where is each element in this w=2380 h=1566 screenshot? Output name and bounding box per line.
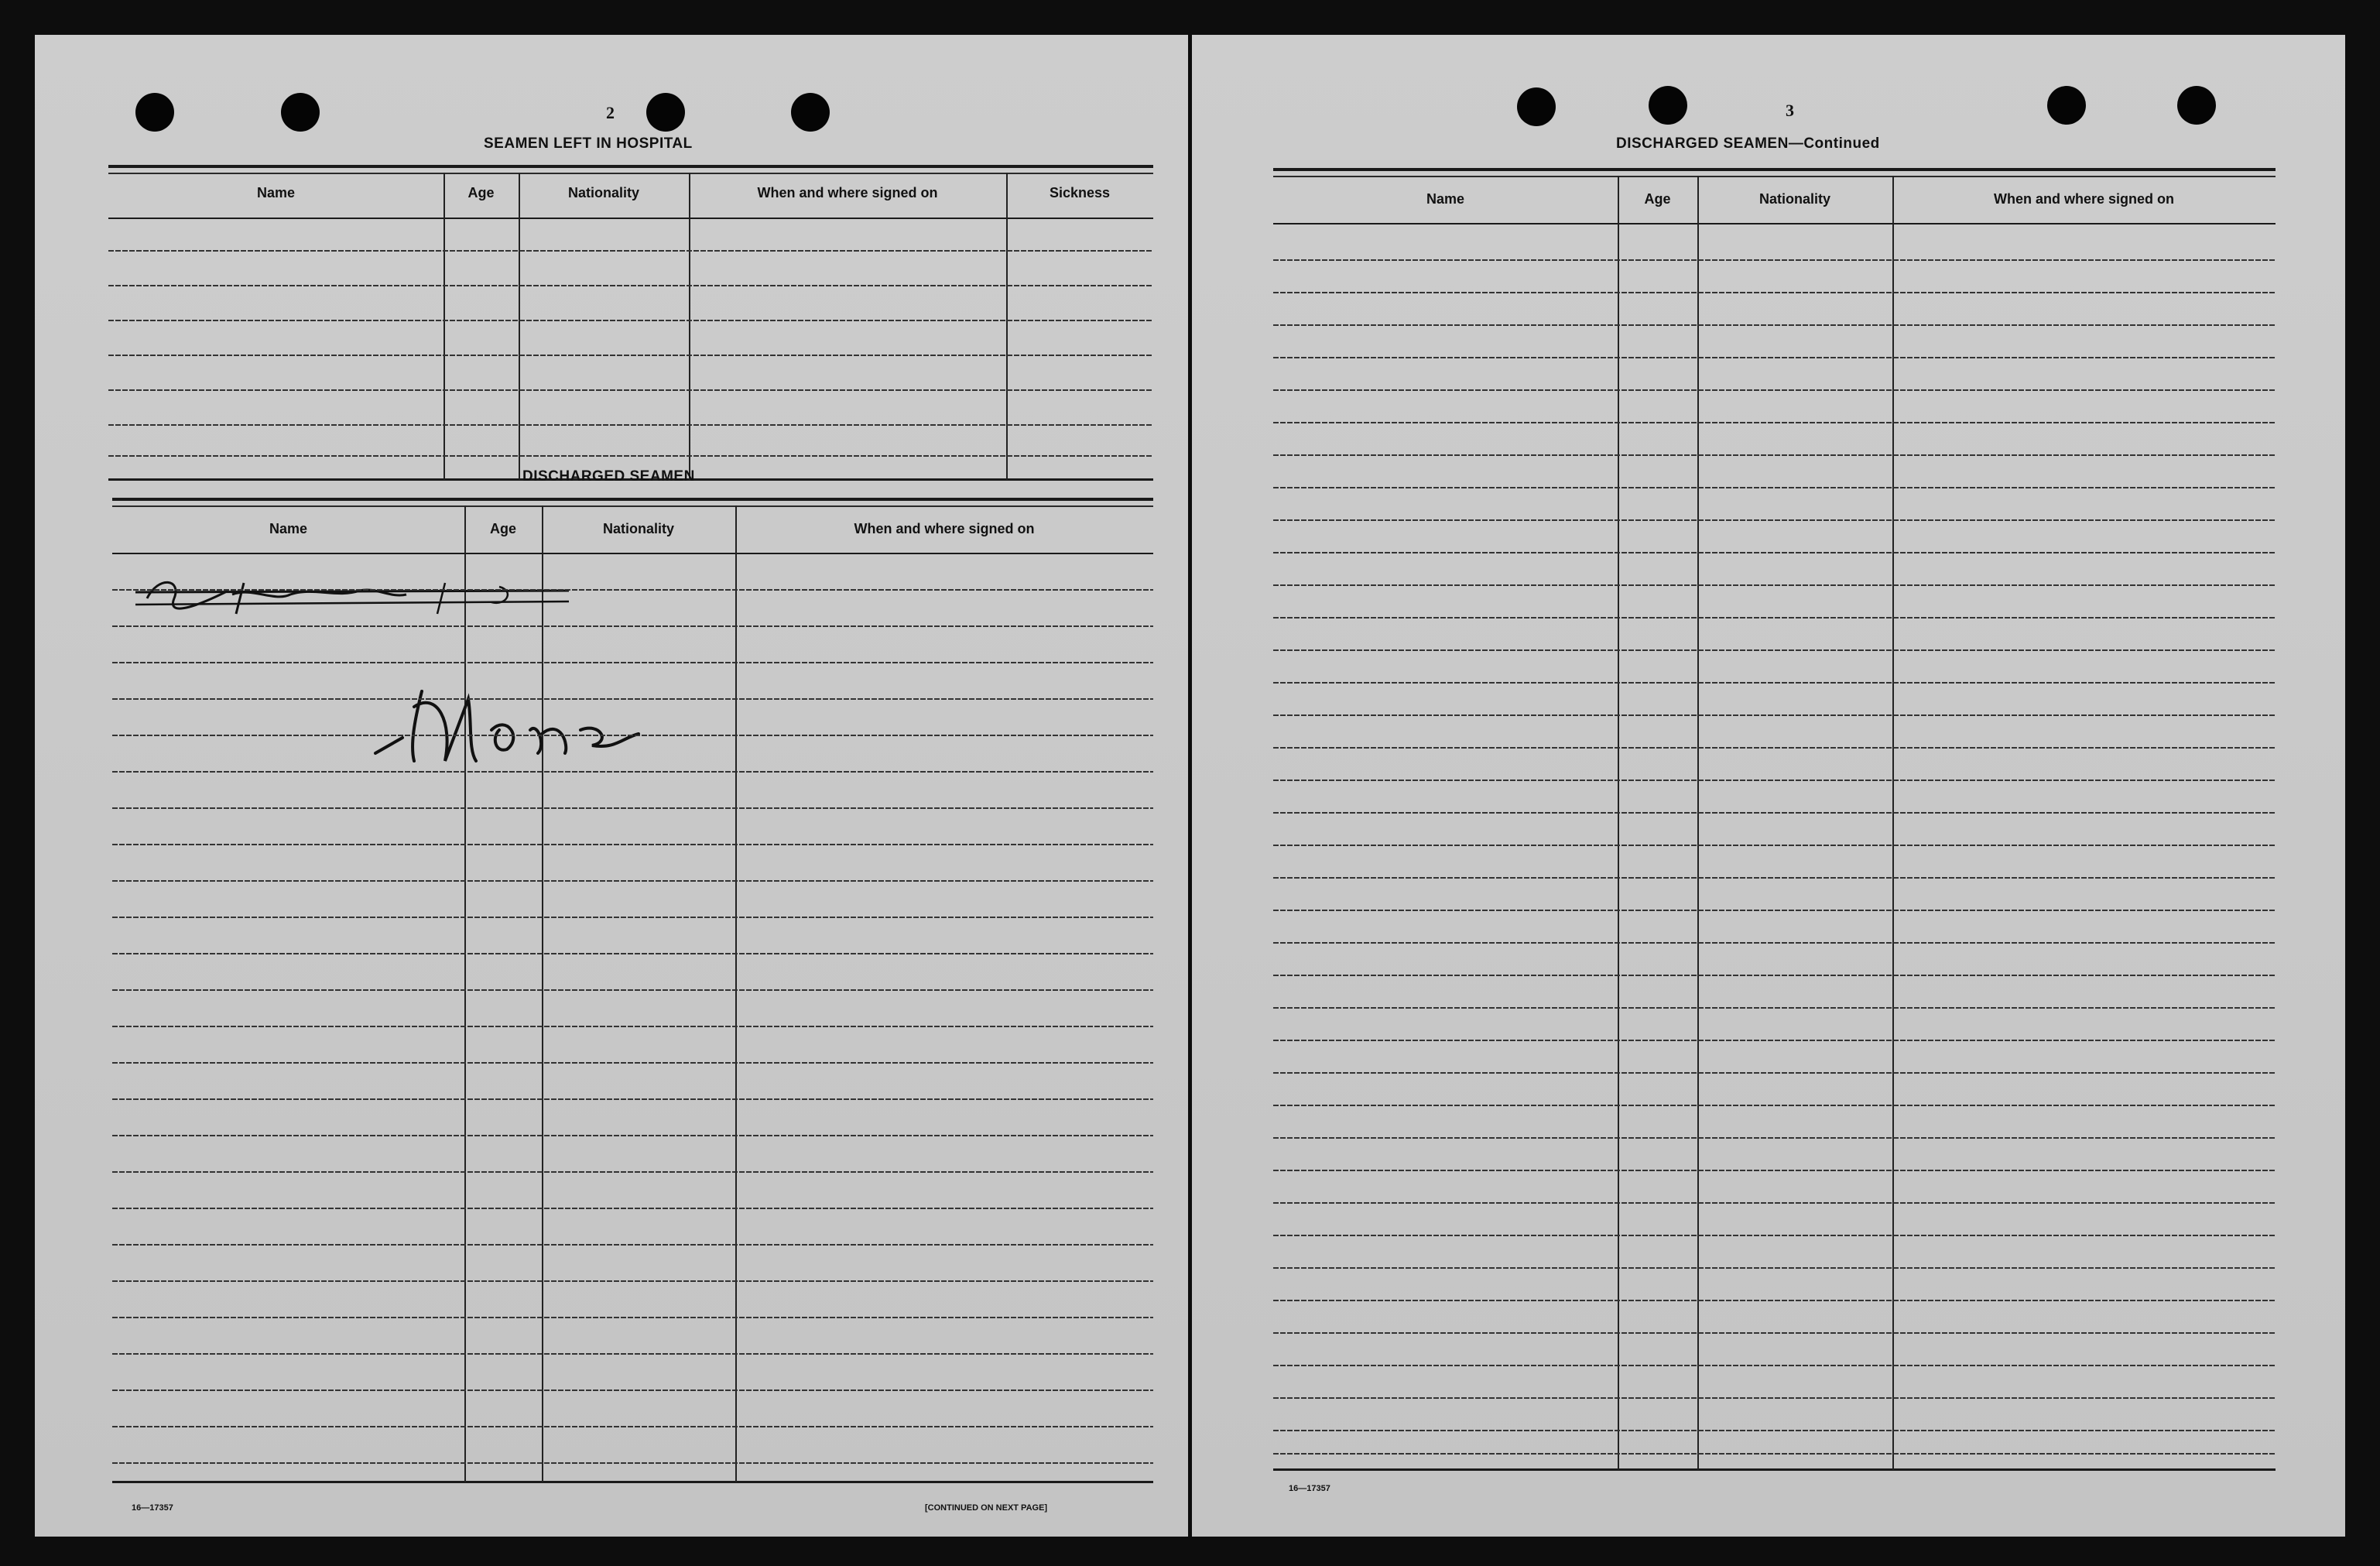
punch-hole [646, 93, 685, 132]
ruled-line [1273, 1202, 2276, 1204]
column-header-signed-on: When and where signed on [1993, 191, 2174, 207]
ruled-line [112, 1135, 1153, 1136]
ruled-line [108, 320, 1153, 321]
handwritten-none [368, 676, 739, 776]
ruled-line [1273, 1300, 2276, 1301]
ruled-line [112, 662, 1153, 663]
ruled-line [1273, 780, 2276, 781]
ruled-line [1273, 259, 2276, 261]
ruled-line [112, 807, 1153, 809]
ruled-line [1273, 617, 2276, 619]
hospital-section-title: SEAMEN LEFT IN HOSPITAL [484, 135, 693, 152]
column-header-nationality: Nationality [567, 185, 639, 200]
ruled-line [1273, 877, 2276, 879]
left-page [35, 35, 1188, 1537]
ruled-line [112, 844, 1153, 845]
ruled-line [112, 1280, 1153, 1282]
ruled-line [112, 1426, 1153, 1427]
column-header-nationality: Nationality [1758, 191, 1830, 207]
column-header-sickness: Sickness [1049, 185, 1111, 200]
ruled-line [1273, 1170, 2276, 1171]
ruled-line [1273, 357, 2276, 358]
ruled-line [1273, 812, 2276, 814]
ruled-line [1273, 1137, 2276, 1139]
ruled-line [1273, 845, 2276, 846]
ruled-line [1273, 1072, 2276, 1074]
ruled-line [1273, 552, 2276, 553]
ruled-line [1273, 519, 2276, 521]
ruled-line [1273, 910, 2276, 911]
ruled-line [112, 625, 1153, 627]
column-header-signed-on: When and where signed on [757, 185, 938, 200]
right-page [1192, 35, 2345, 1537]
column-header-name: Name [1426, 191, 1465, 207]
hospital-table [108, 165, 1153, 490]
ruled-line [112, 1062, 1153, 1064]
ruled-line [112, 1098, 1153, 1100]
ruled-line [112, 735, 1153, 736]
page-number: 3 [1786, 101, 1794, 120]
section-title-suffix: —Continued [1788, 135, 1880, 152]
punch-hole [2047, 86, 2086, 125]
ruled-line [112, 953, 1153, 954]
column-header-name: Name [256, 185, 296, 200]
discharged-section-title: DISCHARGED SEAMEN [522, 468, 695, 485]
ruled-line [108, 250, 1153, 252]
ruled-line [1273, 682, 2276, 684]
ruled-line [108, 285, 1153, 286]
ruled-line [112, 1244, 1153, 1246]
page-number: 2 [606, 103, 615, 122]
discharged-continued-table [1273, 168, 2276, 1476]
ruled-line [112, 880, 1153, 882]
ruled-line [1273, 1267, 2276, 1269]
ruled-line [112, 1208, 1153, 1209]
ruled-line [112, 1390, 1153, 1391]
ruled-line [1273, 649, 2276, 651]
ruled-line [108, 355, 1153, 356]
form-number: 16—17357 [132, 1503, 173, 1513]
ruled-line [1273, 714, 2276, 716]
column-header-age: Age [467, 185, 495, 200]
ruled-line [1273, 389, 2276, 391]
ruled-line [1273, 1453, 2276, 1455]
punch-hole [1517, 87, 1556, 126]
ruled-line [1273, 1040, 2276, 1041]
column-header-age: Age [1644, 191, 1671, 207]
ruled-line [1273, 1235, 2276, 1236]
ruled-line [1273, 975, 2276, 976]
punch-hole [2177, 86, 2216, 125]
ruled-line [1273, 422, 2276, 423]
ruled-line [108, 424, 1153, 426]
ruled-line [112, 1171, 1153, 1173]
ruled-line [1273, 292, 2276, 293]
punch-hole [791, 93, 830, 132]
ruled-line [112, 989, 1153, 991]
discharged-table [112, 498, 1153, 1489]
ruled-line [112, 1462, 1153, 1464]
ruled-line [1273, 1397, 2276, 1399]
ruled-line [1273, 1430, 2276, 1431]
ruled-line [112, 917, 1153, 918]
ruled-line [1273, 584, 2276, 586]
ruled-line [112, 589, 1153, 591]
ruled-line [1273, 324, 2276, 326]
ruled-line [112, 1353, 1153, 1355]
ruled-line [108, 455, 1153, 457]
punch-hole [135, 93, 174, 132]
ruled-line [1273, 487, 2276, 488]
section-title-main: DISCHARGED SEAMEN [1616, 135, 1789, 152]
ruled-line [112, 698, 1153, 700]
ruled-line [1273, 747, 2276, 749]
ruled-line [108, 389, 1153, 391]
ruled-line [112, 1026, 1153, 1027]
column-header-name: Name [269, 521, 308, 536]
ruled-line [1273, 1007, 2276, 1009]
crossed-out-name-signature [135, 567, 600, 629]
ruled-line [1273, 454, 2276, 456]
form-number: 16—17357 [1289, 1484, 1330, 1493]
punch-hole [281, 93, 320, 132]
punch-hole [1649, 86, 1687, 125]
ruled-line [1273, 1365, 2276, 1366]
ruled-line [112, 1317, 1153, 1318]
discharged-continued-title [1616, 135, 1880, 152]
ruled-line [1273, 1332, 2276, 1334]
ruled-line [1273, 1105, 2276, 1106]
column-header-age: Age [489, 521, 516, 536]
continued-note: [CONTINUED ON NEXT PAGE] [925, 1503, 1048, 1513]
ruled-line [112, 771, 1153, 773]
column-header-nationality: Nationality [602, 521, 674, 536]
column-header-signed-on: When and where signed on [854, 521, 1035, 536]
ruled-line [1273, 942, 2276, 944]
